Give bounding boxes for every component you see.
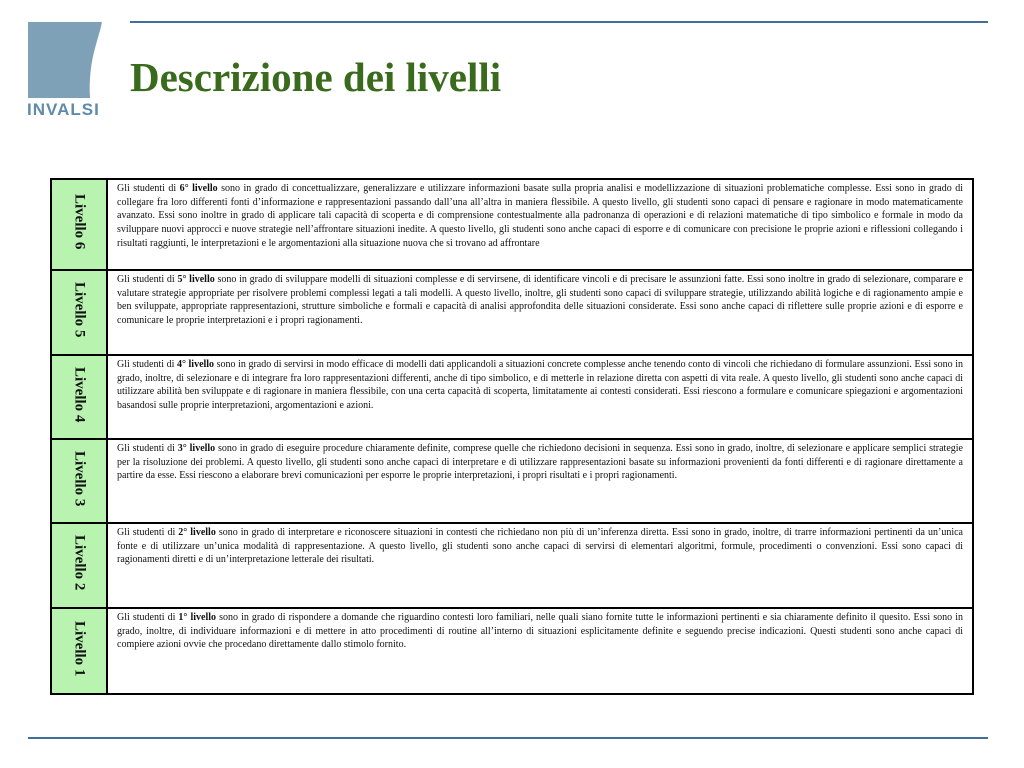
level-description [107, 439, 973, 523]
desc-level-bold: 2° livello [178, 527, 216, 538]
level-label: Livello 5 [71, 282, 88, 338]
top-rule [130, 21, 988, 23]
levels-table [50, 178, 974, 695]
level-description [107, 608, 973, 694]
page-title: Descrizione dei livelli [130, 54, 502, 100]
desc-text: sono in grado di rispondere a domande che riguardino contesti loro familiari, nelle quali siano fornite tutte le informazioni pertinenti e sia chiaramente definito il quesito. Essi sono in grado, inoltre, di individuare informazioni e di mettere in atto procedimenti di routine all’interno di situazioni esplicitamente definite e seguendo precise indicazioni. Questi studenti sono anche capaci di compiere azioni ovvie che procedano direttamente dallo stimolo fornito. [117, 612, 963, 651]
table-row [51, 270, 973, 355]
bottom-rule [28, 737, 988, 739]
desc-level-bold: 4° livello [176, 359, 215, 370]
level-label: Livello 2 [71, 535, 88, 591]
table-row [51, 523, 973, 608]
desc-prefix: Gli studenti di [117, 183, 180, 194]
level-label-cell [51, 439, 107, 523]
invalsi-logo [26, 22, 104, 120]
desc-prefix: Gli studenti di [117, 612, 179, 623]
desc-text: sono in grado di servirsi in modo efficace di modelli dati applicandoli a situazioni concrete complesse anche tenendo conto di vincoli che richiedano di formulare assunzioni. Essi sono in grado, inoltre, di selezionare e di integrare fra loro rappresentazioni differenti, anche di tipo simbolico, e di metterle in relazione diretta con aspetti di vita reale. A questo livello, gli studenti sono anche capaci di utilizzare abilità ben sviluppate e di ragionare in maniera flessibile, con una certa capacità di scoperta, limitatamente ai contesti considerati. Essi riescono a formulare e comunicare spiegazioni e argomentazioni basandosi sulle proprie interpretazioni, argomentazioni e azioni. [117, 359, 963, 412]
logo-mark-icon [26, 22, 104, 100]
level-label-cell [51, 523, 107, 608]
level-description [107, 270, 973, 355]
level-description [107, 355, 973, 439]
desc-prefix: Gli studenti di [117, 443, 178, 454]
level-label: Livello 3 [71, 450, 88, 507]
level-description [107, 523, 973, 608]
level-label: Livello 1 [71, 620, 88, 677]
level-label: Livello 4 [71, 366, 88, 423]
level-label-cell [51, 355, 107, 439]
level-label-cell [51, 608, 107, 694]
desc-level-bold: 5° livello [177, 274, 215, 285]
level-description [107, 179, 973, 270]
desc-level-bold: 1° livello [178, 612, 217, 623]
desc-text: sono in grado di eseguire procedure chiaramente definite, comprese quelle che richiedono decisioni in sequenza. Essi sono in grado, inoltre, di selezionare e applicare semplici strategie per la risoluzione dei problemi. A questo livello, gli studenti sono anche capaci di interpretare e di utilizzare rappresentazioni basate su informazioni provenienti da fonti differenti e di ragionare direttamente a partire da esse. Essi riescono a elaborare brevi comunicazioni per esporre le proprie interpretazioni, i propri risultati e i propri ragionamenti. [117, 443, 963, 482]
table-row [51, 179, 973, 270]
level-label-cell [51, 270, 107, 355]
desc-text: sono in grado di interpretare e riconoscere situazioni in contesti che richiedano non più di un’inferenza diretta. Essi sono in grado, inoltre, di trarre informazioni pertinenti da un’unica fonte e di utilizzare un’unica modalità di rappresentazione. A questo livello, gli studenti sono anche capaci di servirsi di elementari algoritmi, formule, procedimenti o convenzioni. Essi sono capaci di ragionamenti diretti e di un’interpretazione letterale dei risultati. [117, 527, 963, 566]
table-row [51, 608, 973, 694]
level-label: Livello 6 [71, 194, 88, 250]
desc-prefix: Gli studenti di [117, 274, 178, 285]
level-label-cell [51, 179, 107, 270]
logo-text: INVALSI [27, 100, 100, 119]
desc-level-bold: 3° livello [177, 443, 216, 454]
desc-prefix: Gli studenti di [117, 527, 179, 538]
table-row [51, 355, 973, 439]
desc-prefix: Gli studenti di [117, 359, 177, 370]
desc-level-bold: 6° livello [179, 183, 218, 194]
desc-text: sono in grado di concettualizzare, generalizzare e utilizzare informazioni basate sulla propria analisi e modellizzazione di situazioni problematiche complesse. Essi sono in grado di collegare fra loro differenti fonti d’informazione e rappresentazioni passando dall’una all’altra in maniera flessibile. A questo livello, gli studenti sono capaci di pensare e ragionare in modo matematicamente avanzato. Essi sono inoltre in grado di applicare tali capacità di scoperta e di comprensione contestualmente alla padronanza di operazioni e di relazioni matematiche di tipo simbolico e formale in modo da sviluppare nuovi approcci e nuove strategie nell’affrontare situazioni inedite. A questo livello, gli studenti sono anche capaci di esporre e di comunicare con precisione le proprie azioni e riflessioni collegando i risultati raggiunti, le interpretazioni e le argomentazioni alla situazione nuova che si trovano ad affrontare [117, 183, 963, 249]
desc-text: sono in grado di sviluppare modelli di situazioni complesse e di servirsene, di identificare vincoli e di precisare le assunzioni fatte. Essi sono inoltre in grado di selezionare, comparare e valutare strategie appropriate per risolvere problemi complessi legati a tali modelli. A questo livello, inoltre, gli studenti sono capaci di sviluppare strategie, utilizzando abilità logiche e di ragionamento ampie e ben sviluppate, appropriate rappresentazioni, strutture simboliche e formali e capacità di analisi approfondita delle situazioni considerate. Essi sono anche capaci di riflettere sulle proprie azioni e di esporre e comunicare le proprie interpretazioni e i propri ragionamenti. [117, 274, 963, 327]
table-row [51, 439, 973, 523]
